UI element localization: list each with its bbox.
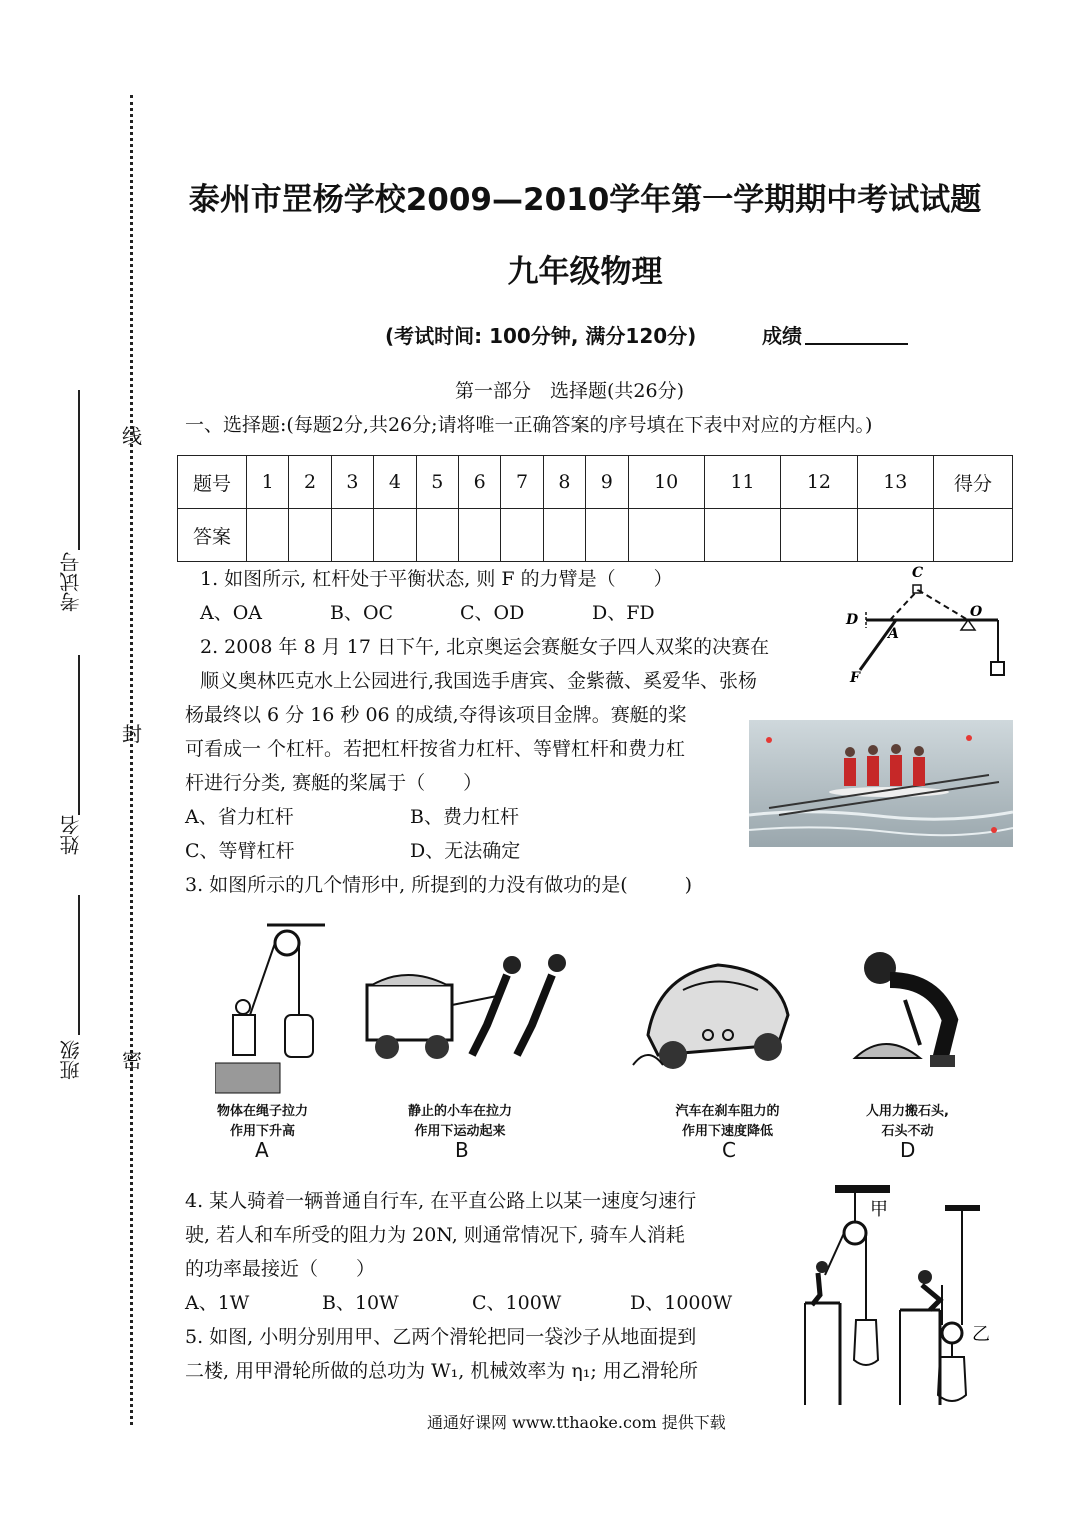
q5-line-2: 二楼, 用甲滑轮所做的总功为 W₁, 机械效率为 η₁; 用乙滑轮所 <box>185 1360 698 1382</box>
q1-option-d: D、FD <box>592 602 655 624</box>
q4-line-1: 4. 某人骑着一辆普通自行车, 在平直公路上以某一速度匀速行 <box>185 1190 697 1212</box>
question-number-cell: 3 <box>331 456 373 509</box>
rowing-photo <box>749 720 1013 847</box>
question-number-cell: 7 <box>501 456 543 509</box>
answer-cell[interactable] <box>586 509 628 562</box>
q3-letter-a: A <box>255 1138 269 1162</box>
question-number-cell: 11 <box>704 456 780 509</box>
lever-label-a: A <box>888 626 899 642</box>
answer-cell[interactable] <box>458 509 500 562</box>
class-label: 班级 <box>59 1040 83 1080</box>
score-column-header: 得分 <box>934 456 1013 509</box>
class-blank[interactable] <box>78 895 80 1035</box>
score-blank[interactable] <box>805 343 908 345</box>
q3-caption-c-line-1: 汽车在刹车阻力的 <box>675 1104 780 1119</box>
row-label-answer: 答案 <box>178 509 247 562</box>
pulley-label-jia: 甲 <box>870 1199 888 1220</box>
part-title: 第一部分 选择题(共26分) <box>455 380 685 402</box>
lever-label-o: O <box>970 604 983 620</box>
q3-text: 3. 如图所示的几个情形中, 所提到的力没有做功的是( ) <box>185 874 693 896</box>
q1-option-a: A、OA <box>200 602 263 624</box>
exam-info: (考试时间: 100分钟, 满分120分) <box>385 324 697 348</box>
pulley-diagram <box>800 1185 1010 1410</box>
answer-cell[interactable] <box>857 509 933 562</box>
q2-line-1: 2. 2008 年 8 月 17 日下午, 北京奥运会赛艇女子四人双桨的决赛在 <box>200 636 770 658</box>
q3-letter-b: B <box>455 1138 469 1162</box>
q2-line-3: 杨最终以 6 分 16 秒 06 的成绩,夺得该项目金牌。赛艇的桨 <box>185 704 687 726</box>
lever-label-c: C <box>912 565 924 581</box>
answer-cell[interactable] <box>247 509 289 562</box>
name-blank[interactable] <box>78 655 80 815</box>
q3-caption-d <box>840 1102 975 1142</box>
q3-letter-c: C <box>722 1138 736 1162</box>
answer-cell[interactable] <box>289 509 331 562</box>
question-number-cell: 1 <box>247 456 289 509</box>
exam-no-label: 考试号 <box>59 552 83 612</box>
q4-line-3: 的功率最接近（ ） <box>185 1258 376 1280</box>
question-number-cell: 12 <box>781 456 857 509</box>
q4-option-d: D、1000W <box>630 1292 733 1314</box>
question-number-cell: 4 <box>374 456 416 509</box>
q2-option-a: A、省力杠杆 <box>185 806 294 828</box>
question-number-cell: 13 <box>857 456 933 509</box>
answer-cell[interactable] <box>628 509 704 562</box>
question-number-cell: 5 <box>416 456 458 509</box>
q2-line-2: 顺义奥林匹克水上公园进行,我国选手唐宾、金紫薇、奚爱华、张杨 <box>200 670 758 692</box>
lever-label-d: D <box>846 612 859 628</box>
question-number-cell: 2 <box>289 456 331 509</box>
q1-option-c: C、OD <box>460 602 525 624</box>
answer-cell[interactable] <box>781 509 857 562</box>
q2-line-5: 杆进行分类, 赛艇的桨属于（ ） <box>185 772 483 794</box>
q3-caption-b <box>385 1102 535 1142</box>
lever-label-f: F <box>850 670 860 686</box>
lever-diagram <box>838 562 1008 687</box>
q3-caption-a-line-1: 物体在绳子拉力 <box>216 1104 308 1119</box>
q4-option-b: B、10W <box>322 1292 399 1314</box>
question-number-cell: 10 <box>628 456 704 509</box>
q1-text: 1. 如图所示, 杠杆处于平衡状态, 则 F 的力臂是（ ） <box>200 568 673 590</box>
exam-no-blank[interactable] <box>78 390 80 550</box>
name-label: 姓名 <box>59 815 83 855</box>
binding-dotted-line <box>130 95 133 1425</box>
answer-table <box>177 455 1013 562</box>
q3-caption-b-line-1: 静止的小车在拉力 <box>407 1104 512 1119</box>
question-number-cell: 8 <box>543 456 585 509</box>
q2-option-d: D、无法确定 <box>410 840 521 862</box>
answer-cell[interactable] <box>543 509 585 562</box>
q5-line-1: 5. 如图, 小明分别用甲、乙两个滑轮把同一袋沙子从地面提到 <box>185 1326 697 1348</box>
exam-title: 泰州市罡杨学校2009—2010学年第一学期期中考试试题 <box>188 182 982 218</box>
q3-caption-c-line-2: 作用下速度降低 <box>681 1124 773 1139</box>
answer-cell[interactable] <box>416 509 458 562</box>
score-cell[interactable] <box>934 509 1013 562</box>
q3-caption-b-line-2: 作用下运动起来 <box>414 1124 506 1139</box>
q3-panel-c-car-figure <box>628 935 798 1095</box>
q2-option-b: B、费力杠杆 <box>410 806 519 828</box>
answer-cell[interactable] <box>331 509 373 562</box>
footer-credit: 通通好课网 www.tthaoke.com 提供下载 <box>427 1413 726 1432</box>
binding-mark-line: 线 <box>122 424 142 448</box>
table-row <box>178 509 1013 562</box>
q3-panel-d-rock-figure <box>845 940 970 1095</box>
score-label: 成绩 <box>762 324 802 348</box>
pulley-label-yi: 乙 <box>972 1324 990 1345</box>
answer-cell[interactable] <box>374 509 416 562</box>
section-instruction: 一、选择题:(每题2分,共26分;请将唯一正确答案的序号填在下表中对应的方框内。) <box>185 414 873 436</box>
q3-caption-d-line-1: 人用力搬石头, <box>866 1104 949 1119</box>
q3-caption-a-line-2: 作用下升高 <box>229 1124 295 1139</box>
q4-option-c: C、100W <box>472 1292 562 1314</box>
q3-panel-b-cart-figure <box>362 945 587 1095</box>
binding-mark-tight: 密 <box>122 1048 142 1072</box>
q2-option-c: C、等臂杠杆 <box>185 840 295 862</box>
answer-cell[interactable] <box>501 509 543 562</box>
question-number-cell: 6 <box>458 456 500 509</box>
answer-cell[interactable] <box>704 509 780 562</box>
q3-caption-a <box>195 1102 330 1142</box>
binding-mark-seal: 封 <box>122 722 142 746</box>
question-number-cell: 9 <box>586 456 628 509</box>
q4-line-2: 驶, 若人和车所受的阻力为 20N, 则通常情况下, 骑车人消耗 <box>185 1224 685 1246</box>
table-row <box>178 456 1013 509</box>
q4-option-a: A、1W <box>185 1292 250 1314</box>
q3-panel-a-pulley-figure <box>215 915 330 1095</box>
q1-option-b: B、OC <box>330 602 394 624</box>
row-label-number: 题号 <box>178 456 247 509</box>
q3-letter-d: D <box>900 1138 916 1162</box>
q3-caption-d-line-2: 石头不动 <box>881 1124 934 1139</box>
q3-caption-c <box>650 1102 805 1142</box>
exam-subtitle: 九年级物理 <box>507 254 663 290</box>
q2-line-4: 可看成一 个杠杆。若把杠杆按省力杠杆、等臂杠杆和费力杠 <box>185 738 686 760</box>
